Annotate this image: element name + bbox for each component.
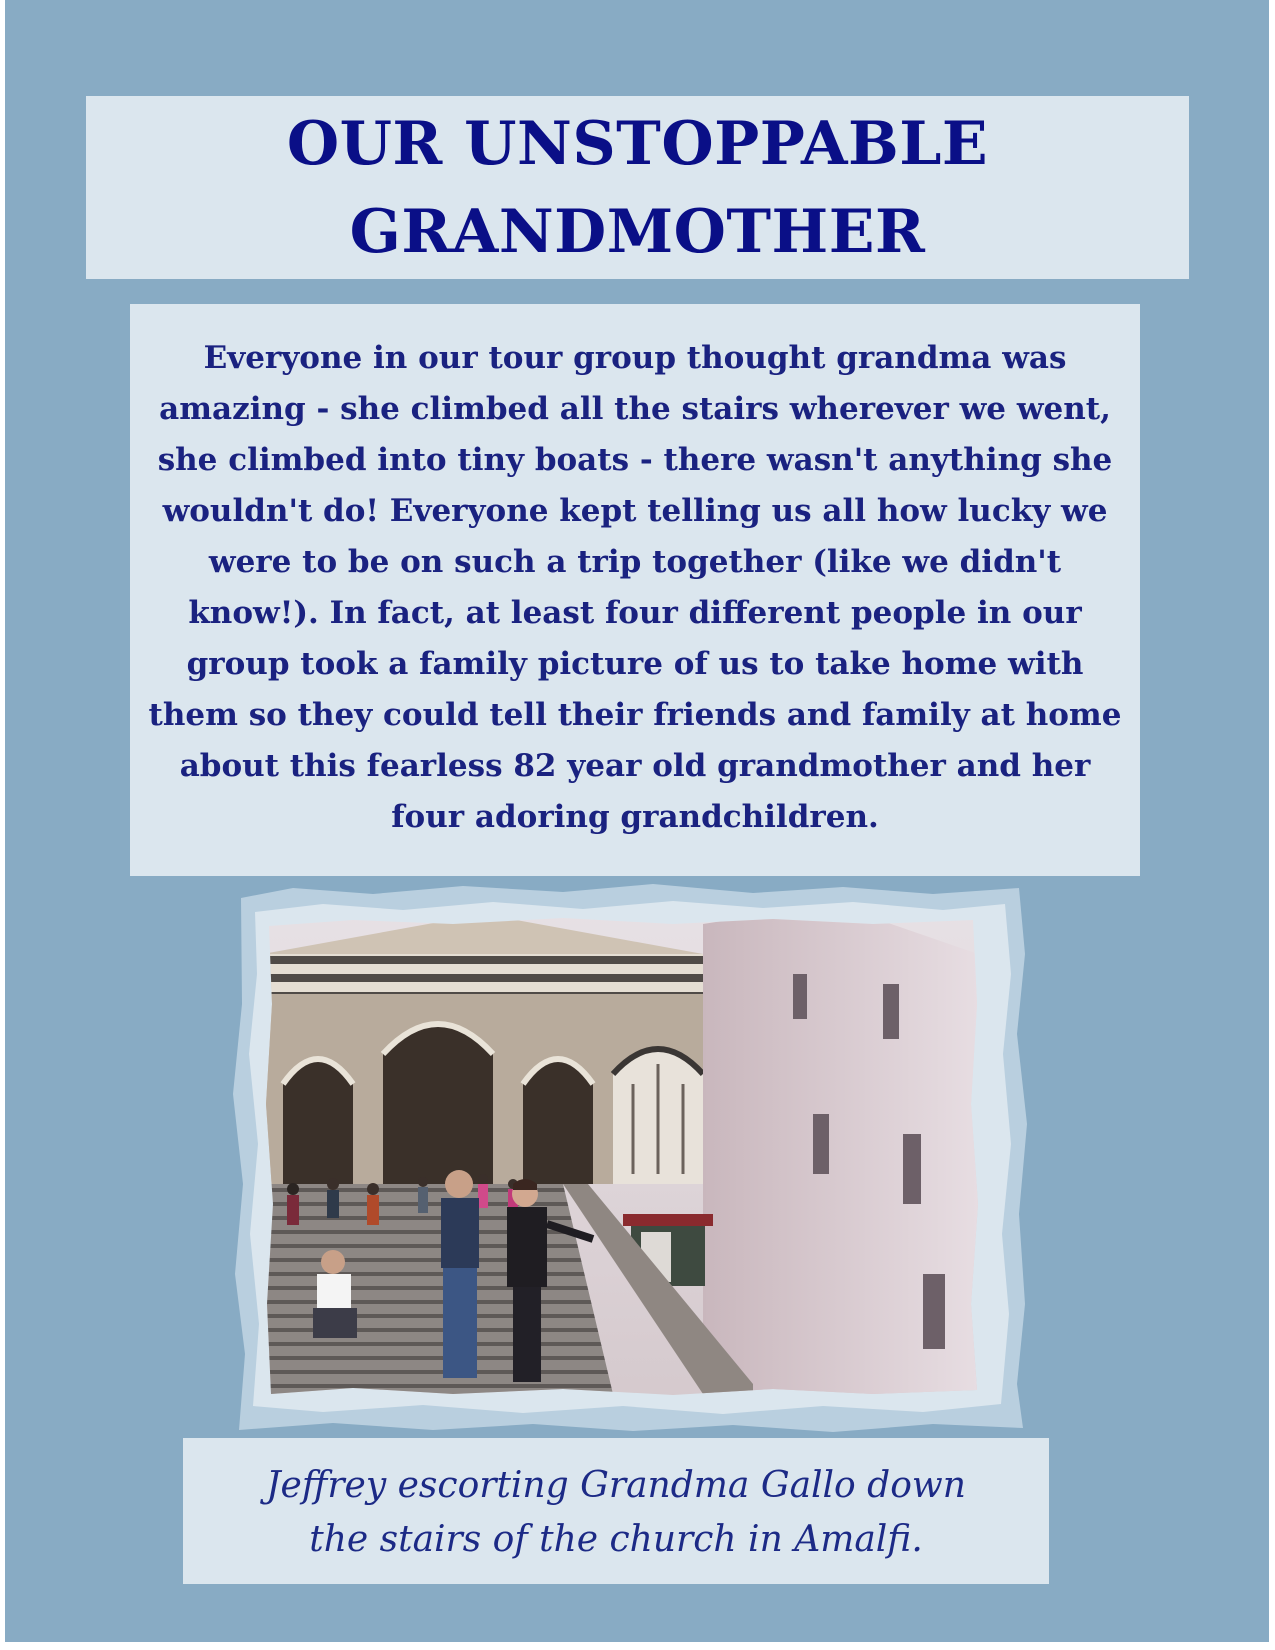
photo-caption bbox=[266, 1459, 966, 1567]
caption-box bbox=[183, 1438, 1049, 1584]
story-text: Everyone in our tour group thought grandma was amazing - she climbed all the stairs wherever we went, she climbed into tiny boats - there wasn't anything she wouldn't do! Everyone kept telling us all how lucky we were to be on such a trip together (like we didn't know!). In fact, at least four different people in our group took a family picture of us to take home with them so they could tell their friends and family at home about this fearless 82 year old grandmother and her four adoring grandchildren. bbox=[148, 340, 1122, 835]
title-line-2: GRANDMOTHER bbox=[349, 196, 926, 267]
title-line-1: OUR UNSTOPPABLE bbox=[286, 108, 989, 179]
page-title bbox=[287, 100, 988, 276]
caption-line-2: the stairs of the church in Amalfi. bbox=[309, 1519, 923, 1560]
amalfi-cathedral-photo bbox=[233, 884, 1027, 1432]
title-banner bbox=[86, 96, 1189, 279]
story-box bbox=[130, 304, 1140, 876]
scrapbook-page bbox=[5, 0, 1269, 1642]
caption-line-1: Jeffrey escorting Grandma Gallo down bbox=[266, 1465, 966, 1506]
photo-image bbox=[233, 884, 1027, 1432]
